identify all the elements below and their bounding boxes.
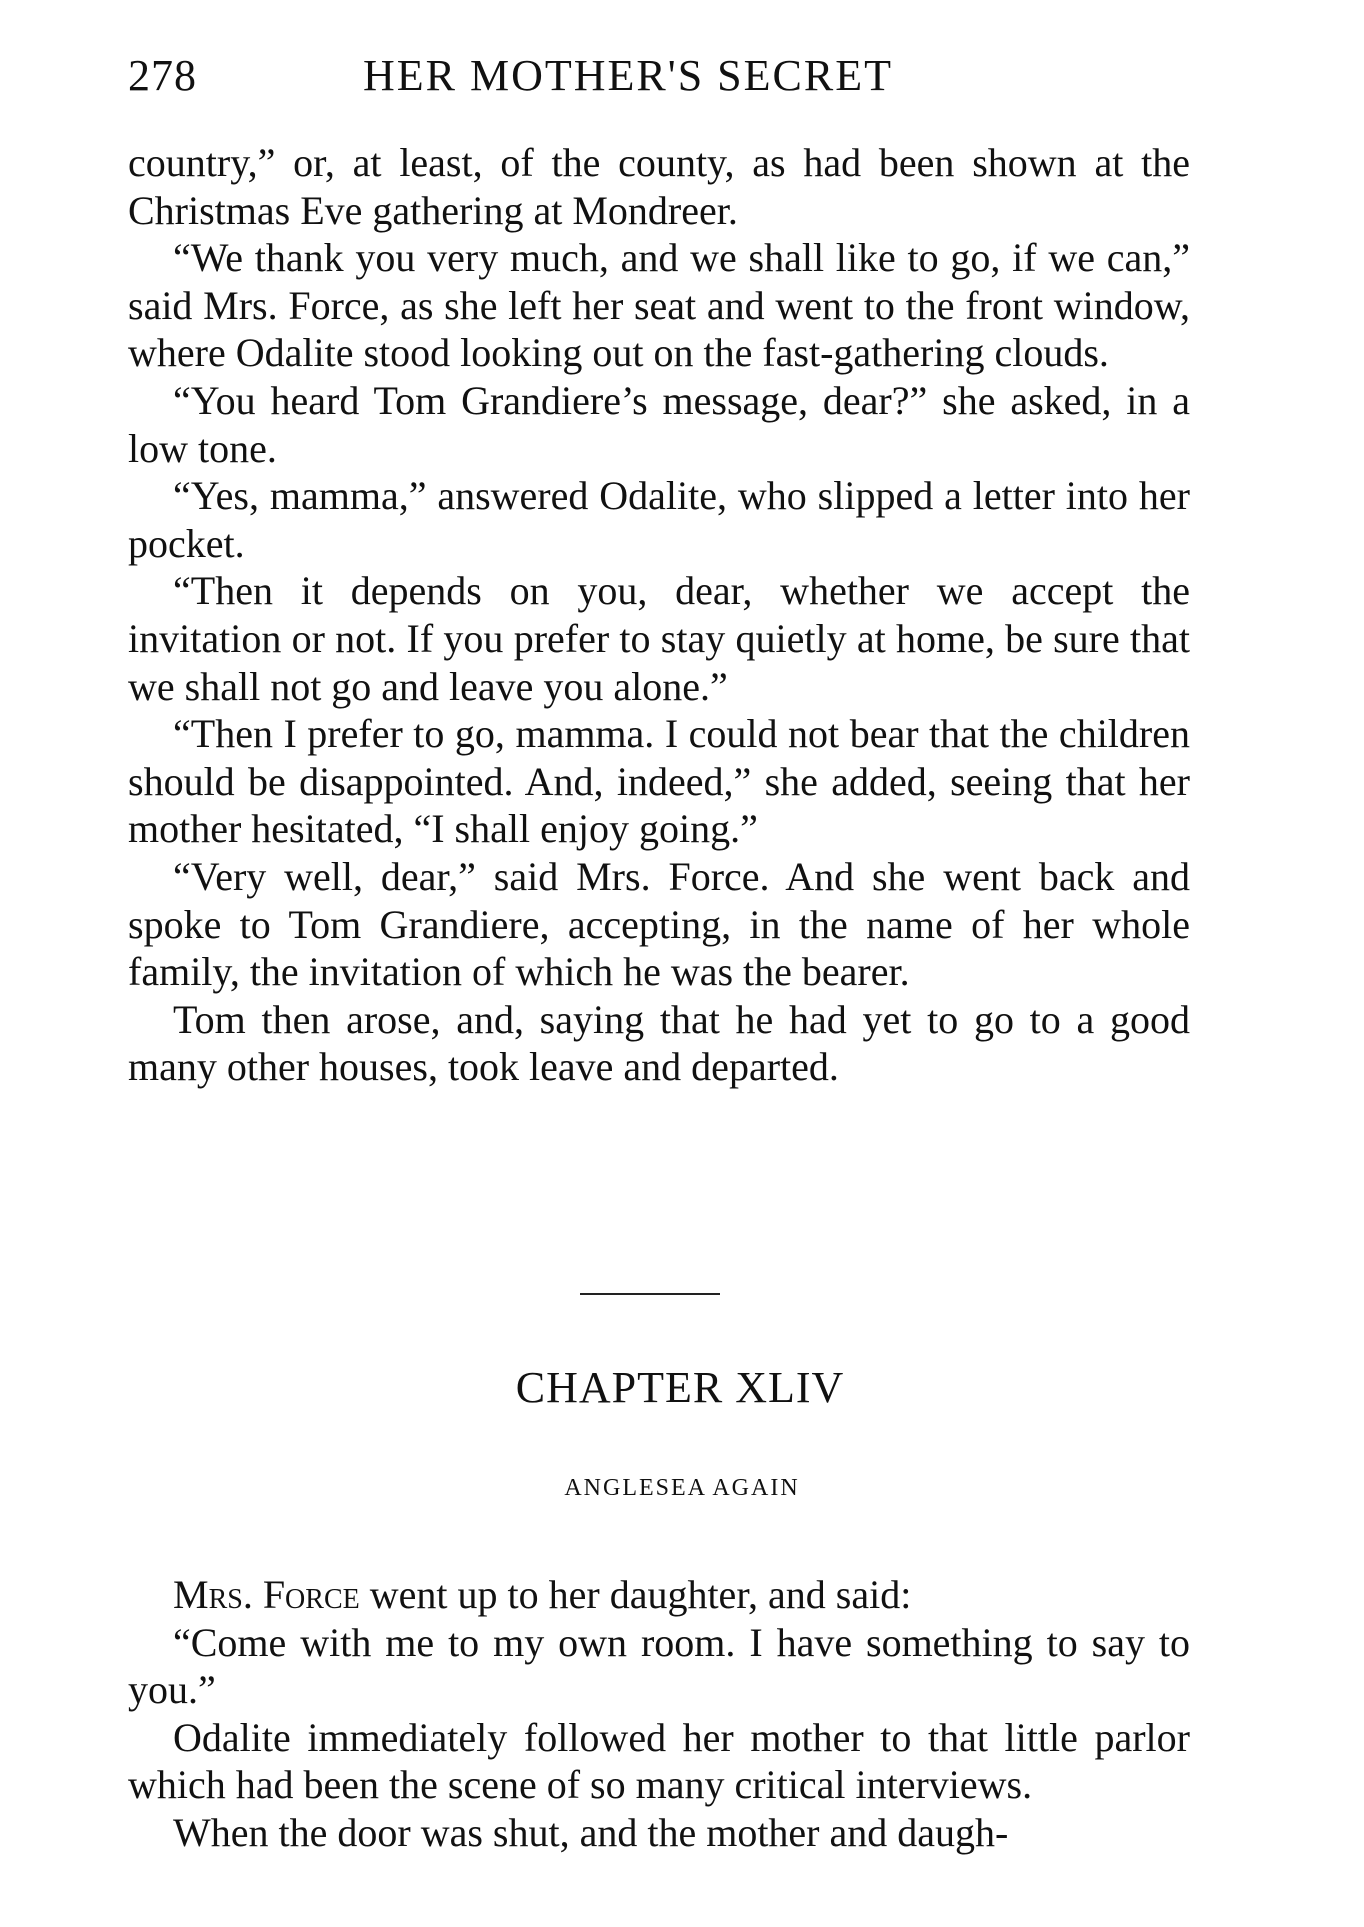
paragraph: “Then I prefer to go, mamma. I could not bear that the children should be disappointed. And, indeed,” she added, seeing that her mother hesitated, “I shall enjoy going.” (128, 711, 1190, 852)
opening-smallcaps: Mrs. Force (173, 1572, 360, 1617)
chapter-subtitle: ANGLESEA AGAIN (564, 1475, 800, 1501)
page-number: 278 (128, 51, 197, 100)
opening-paragraph (128, 1571, 1190, 1619)
paragraph: “Then it depends on you, dear, whether we accept the invitation or not. If you prefer to stay quietly at home, be sure that we shall not go and leave you alone.” (128, 568, 1190, 709)
paragraph: “Come with me to my own room. I have something to say to you.” (128, 1619, 1190, 1713)
running-head (128, 50, 1188, 110)
opening-rest: went up to her daughter, and said: (359, 1572, 912, 1617)
paragraph: “Yes, mamma,” answered Odalite, who slipped a letter into her pocket. (128, 473, 1190, 566)
paragraph: Tom then arose, and, saying that he had yet to go to a good many other houses, took leave and departed. (128, 996, 1190, 1090)
paragraph: country,” or, at least, of the county, as had been shown at the Christmas Eve gathering at Mondreer. (128, 140, 1190, 233)
text-after-chapter (128, 1571, 1190, 1857)
paragraph: “You heard Tom Grandiere’s message, dear?” she asked, in a low tone. (128, 377, 1190, 471)
paragraph: Odalite immediately followed her mother to that little parlor which had been the scene of so many critical interviews. (128, 1714, 1190, 1808)
text-before-chapter (128, 139, 1190, 1091)
paragraph: When the door was shut, and the mother and daugh- (173, 1809, 1009, 1855)
running-title: HER MOTHER'S SECRET (363, 51, 893, 100)
paragraph: “We thank you very much, and we shall like to go, if we can,” said Mrs. Force, as she left her seat and went to the front window, where Odalite stood looking out on the fast-gathering clouds. (128, 235, 1190, 376)
paragraph: “Very well, dear,” said Mrs. Force. And she went back and spoke to Tom Grandiere, accepting, in the name of her whole family, the invitation of which he was the bearer. (128, 853, 1190, 995)
chapter-title: CHAPTER XLIV (515, 1363, 845, 1412)
section-divider-rule (580, 1293, 720, 1295)
